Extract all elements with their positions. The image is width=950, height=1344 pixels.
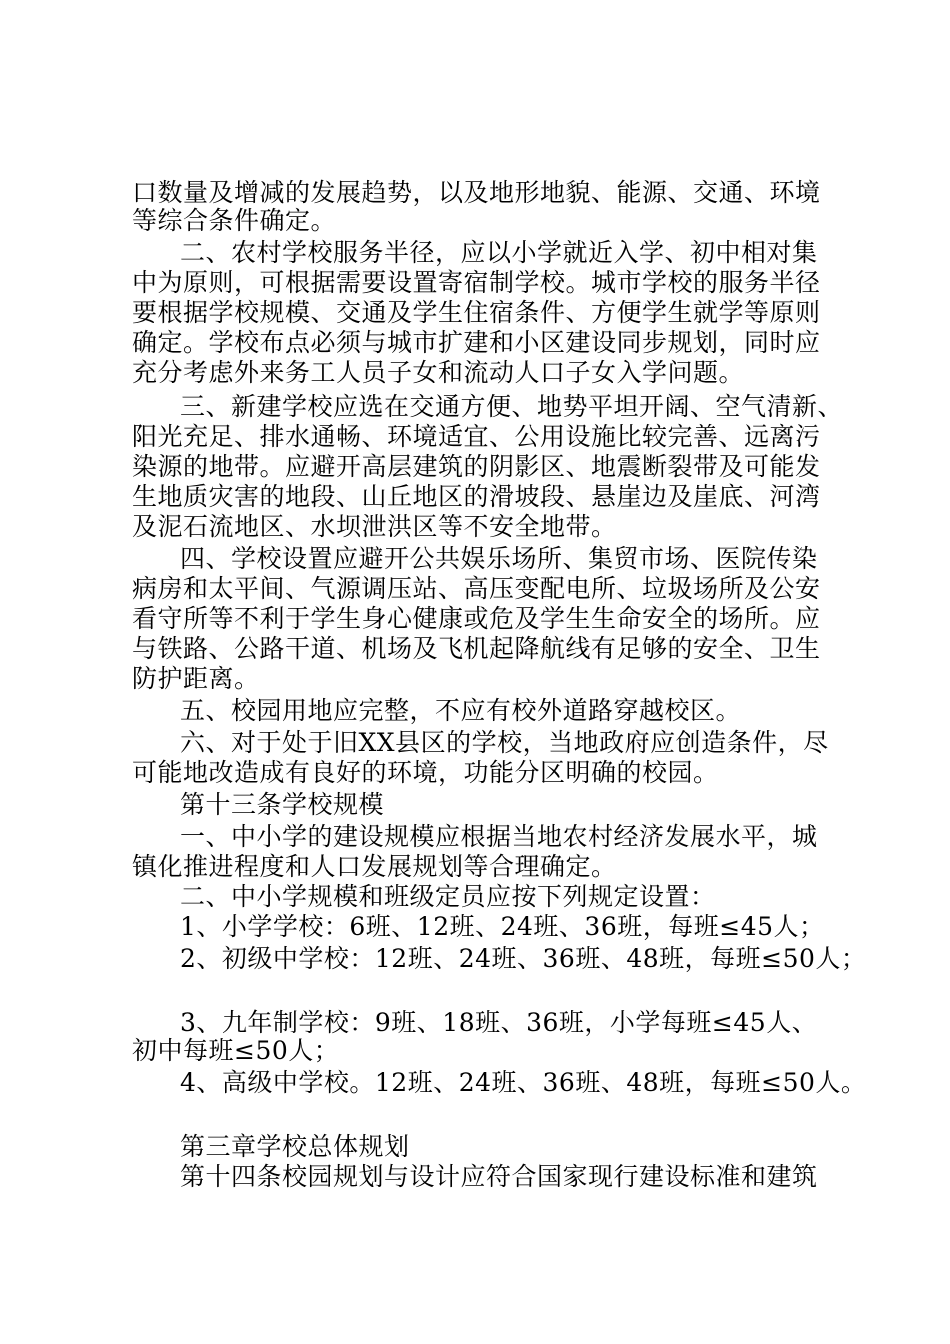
text-line: 中为原则，可根据需要设置寄宿制学校。城市学校的服务半径 [132,268,821,297]
section-heading: 第十三条学校规模 [180,790,385,819]
text-line: 充分考虑外来务工人员子女和流动人口子女入学问题。 [132,358,745,387]
text-line: 病房和太平间、气源调压站、高压变配电所、垃圾场所及公安 [132,574,821,603]
list-item: 3、九年制学校：9班、18班、36班，小学每班≤45人、 [180,1008,818,1037]
text-line: 生地质灾害的地段、山丘地区的滑坡段、悬崖边及崖底、河湾 [132,482,821,511]
text-line: 确定。学校布点必须与城市扩建和小区建设同步规划，同时应 [132,328,821,357]
text-line: 初中每班≤50人； [132,1036,340,1065]
text-line: 等综合条件确定。 [132,206,337,235]
paragraph-line: 二、中小学规模和班级定员应按下列规定设置： [180,882,716,911]
list-item: 4、高级中学校。12班、24班、36班、48班，每班≤50人。 [180,1068,867,1097]
text-line: 与铁路、公路干道、机场及飞机起降航线有足够的安全、卫生 [132,634,821,663]
text-line: 要根据学校规模、交通及学生住宿条件、方便学生就学等原则 [132,298,821,327]
paragraph-line: 六、对于处于旧XX县区的学校，当地政府应创造条件，尽 [180,728,829,757]
text-line: 看守所等不利于学生身心健康或危及学生生命安全的场所。应 [132,604,821,633]
text-line: 镇化推进程度和人口发展规划等合理确定。 [132,852,617,881]
text-line: 口数量及增减的发展趋势，以及地形地貌、能源、交通、环境 [132,178,821,207]
text-line: 防护距离。 [132,664,260,693]
text-line: 可能地改造成有良好的环境，功能分区明确的校园。 [132,758,719,787]
chapter-heading: 第三章学校总体规划 [180,1132,410,1161]
paragraph-line: 一、中小学的建设规模应根据当地农村经济发展水平，城 [180,822,818,851]
section-heading: 第十四条校园规划与设计应符合国家现行建设标准和建筑 [180,1162,818,1191]
text-line: 及泥石流地区、水坝泄洪区等不安全地带。 [132,512,617,541]
paragraph-line: 三、新建学校应选在交通方便、地势平坦开阔、空气清新、 [180,392,844,421]
text-line: 阳光充足、排水通畅、环境适宜、公用设施比较完善、远离污 [132,422,821,451]
paragraph-line: 四、学校设置应避开公共娱乐场所、集贸市场、医院传染 [180,544,818,573]
paragraph-line: 二、农村学校服务半径，应以小学就近入学、初中相对集 [180,238,818,267]
text-line: 染源的地带。应避开高层建筑的阴影区、地震断裂带及可能发 [132,452,821,481]
list-item: 1、小学学校：6班、12班、24班、36班，每班≤45人； [180,912,825,941]
list-item: 2、初级中学校：12班、24班、36班、48班，每班≤50人； [180,944,867,973]
paragraph-line: 五、校园用地应完整，不应有校外道路穿越校区。 [180,696,742,725]
